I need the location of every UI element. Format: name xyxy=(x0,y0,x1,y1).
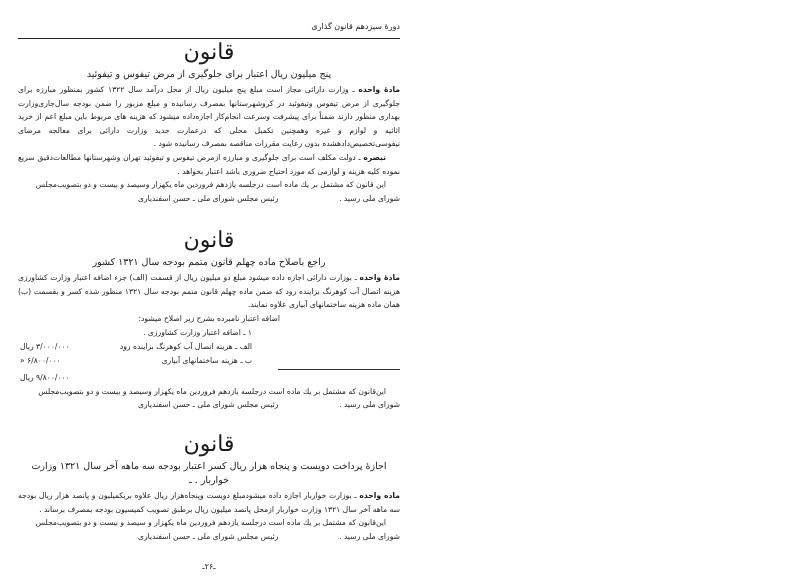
note-paragraph xyxy=(18,151,400,178)
article-text: ـ بوزارت خواربار اجازه داده میشودمبلغ دویست وپنجاه‌هزار ریال علاوه بریکمیلیون و پانصد هزار ریال بودجه سه ماهه آخر سال ۱۳۲۱ وزارت خواربار ازمحل پانصد میلیون ریال برطبق تصویب کمیسیون بودجه بمصرف برساند . xyxy=(18,491,400,514)
law-title: قانون xyxy=(183,40,235,65)
law-section-1 xyxy=(18,40,400,205)
approval-end: شورای ملی رسید . xyxy=(339,531,400,541)
signature: رئیس مجلس شورای ملی ـ حسن اسفندیاری xyxy=(138,193,279,203)
header-rule xyxy=(18,38,400,39)
article-label: مادهٔ واحده xyxy=(358,85,400,94)
law-title: قانون xyxy=(183,228,235,253)
signature-row xyxy=(18,192,400,205)
signature: رئیس مجلس شورای ملی ـ حسن اسفندیاری xyxy=(138,531,279,541)
law-section-3 xyxy=(18,432,400,543)
budget-total: ۹/۸۰۰/۰۰۰ ریال xyxy=(20,372,70,382)
budget-item: الف ـ هزینه اتصال آب کوهرنگ بزاینده رود ۳/۰۰۰/۰۰۰ ریال xyxy=(20,341,252,351)
signature-row xyxy=(18,530,400,543)
approval-end: شورای ملی رسید . xyxy=(339,400,400,410)
running-head: دورهٔ سیزدهم قانون گذاری xyxy=(311,22,400,31)
law-title: قانون xyxy=(183,432,235,457)
article-text: ـ وزارت دارائی مجاز است مبلغ پنج میلیون ریال از محل درآمد سال ۱۳۲۲ کشور بمنظور مبارزه برای جلوگیری از مرض تیفوس وتیفوئید در کروشهرستانها بمصرف رسانیده و مبلغ مزبور را ضمن بودجه سال‌جاری‌وزارت بهداری منظور دارند ضمناً برای پیشرفت وسرعت انجام‌کار اجازه‌داده میشود که هزینه های مربوط باین مبلغ اعم از خرید اثاثیه و لوازم و غیره وهمچنین تکمیل محلی که درعمارت جدید وزارت دارائی برای معالجه مرضای تیفوسی‌تخصیص‌دادهشده بدون رعایت مقررات مناقصه بمصرف رسانیده شود . xyxy=(18,85,400,149)
note-text: ـ دولت مکلف است برای جلوگیری و مبارزه ازمرض تیفوس و تیفوئید تهران وشهرستانها مطالعات‌دقیق سریع نموده کلیه هزینه و لوازمی که مورد احتیاج ضروری باشد اعتبار بخواهد . xyxy=(18,152,400,176)
law-section-2 xyxy=(18,228,400,411)
approval-end: شورای ملی رسید . xyxy=(339,193,400,203)
article-paragraph xyxy=(18,83,400,151)
document-page xyxy=(18,0,400,588)
law-subtitle: راجع باصلاح ماده چهلم قانون متمم بودجه سال ۱۳۲۱ کشور xyxy=(92,257,326,268)
article-text: ـ بوزارت دارائی اجازه داده میشود مبلغ دو میلیون ریال از قسمت (الف) جزء اضافه اعتبار وزارت کشاورزی هزینه اتصال آب کوهرنگ بزاینده رود که ضمن ماده چهلم قانون متمم بودجه سال ۱۳۲۱ منظور شده کسر و بقسمت (ب) همان ماده هزینه ساختمانهای آبیاری علاوه نمایند. xyxy=(18,273,400,310)
article-paragraph xyxy=(18,271,400,312)
budget-item: ب ـ هزینه ساختمانهای آبیاری ۶/۸۰۰/۰۰۰ « xyxy=(20,355,252,365)
article-label: مادهٔ واحده xyxy=(359,273,400,282)
budget-item: ۱ ـ اضافه اعتبار وزارت کشاورزی . xyxy=(143,327,252,337)
article-label: ماده واحده xyxy=(359,491,400,500)
page-number: ـ۲۶ـ xyxy=(202,562,216,571)
approval-text: این‌قانون که مشتمل بر یك ماده است درجلسه یازدهم فروردین ماه یکهزار وسیصد و بیست و دو بتصویب‌مجلس xyxy=(38,386,386,396)
note-label: تبصره xyxy=(363,152,386,162)
approval-text: این قانون که مشتمل بر یك ماده است درجلسه یازدهم فروردین ماه یکهزار وسیصد و بیست و دو بتصویب‌مجلس xyxy=(35,180,386,190)
law-subtitle: پنج میلیون ریال اعتبار برای جلوگیری از مرض تیفوس و تیفوئید xyxy=(86,69,332,80)
approval-text: این‌قانون که مشتمل بر یك ماده است درجلسه یازدهم فروردین ماه یکهزار و سیصد و بیست و دو بتصویب‌مجلس xyxy=(35,518,386,528)
article-paragraph xyxy=(18,489,400,516)
signature: رئیس مجلس شورای ملی ـ حسن اسفندیاری xyxy=(138,400,279,410)
sum-rule xyxy=(278,369,400,370)
signature-row xyxy=(18,398,400,411)
amendment-intro: اضافه اعتبار نامبرده بشرح زیر اصلاح میشود: xyxy=(138,313,280,323)
law-subtitle: اجازهٔ پرداخت دویست و پنجاه هزار ریال کسر اعتبار بودجه سه ماهه آخر سال ۱۳۲۱ وزارت خواربار . ـ xyxy=(31,461,387,486)
